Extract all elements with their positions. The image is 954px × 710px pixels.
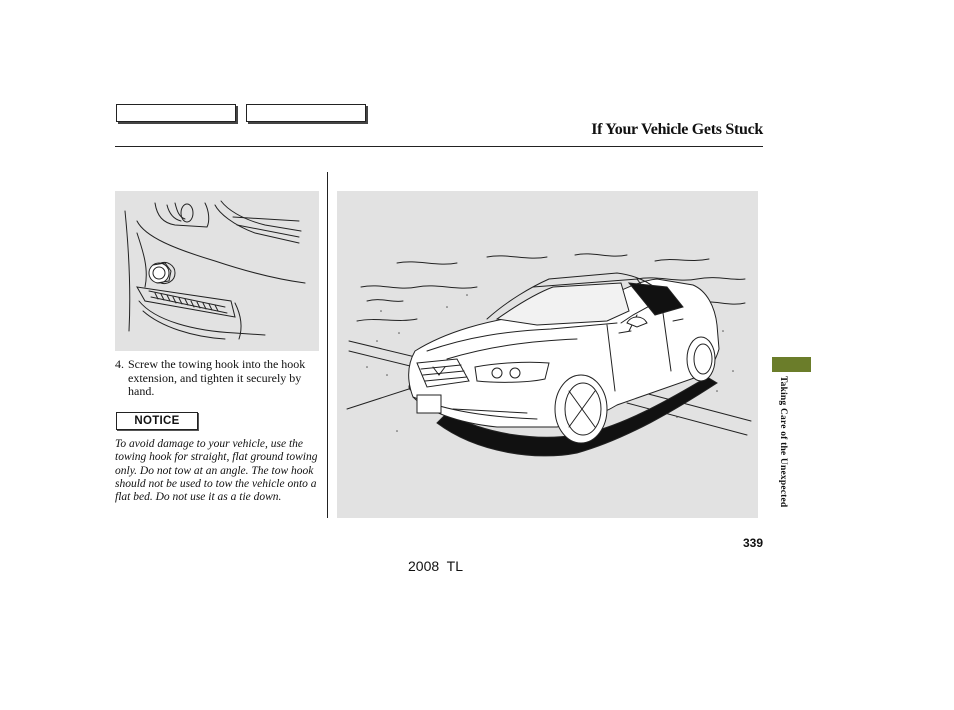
notice-text: To avoid damage to your vehicle, use the towing hook for straight, flat ground towing only. Do not tow at an angle. The tow hook should not be used to tow the vehicle onto a flat bed. Do not use it as a tie down. <box>115 438 318 504</box>
step-text: Screw the towing hook into the hook extension, and tighten it securely by hand. <box>128 357 306 398</box>
section-tab <box>772 357 811 372</box>
tow-hook-detail-illustration <box>115 191 319 351</box>
footer-model: 2008 TL <box>408 558 464 574</box>
tow-hook-detail-drawing <box>115 191 319 351</box>
title-rule <box>115 146 763 147</box>
notice-label: NOTICE <box>134 415 180 427</box>
car-towing-illustration <box>337 191 758 518</box>
column-divider <box>327 172 328 518</box>
nav-button-next[interactable] <box>246 104 366 122</box>
page-title: If Your Vehicle Gets Stuck <box>591 121 763 138</box>
nav-button-previous[interactable] <box>116 104 236 122</box>
page-number: 339 <box>742 536 763 550</box>
section-label: Taking Care of the Unexpected <box>778 376 788 508</box>
instruction-step <box>115 358 320 399</box>
car-towing-drawing <box>337 191 758 518</box>
notice-badge <box>116 412 198 430</box>
step-number: 4. <box>115 357 124 371</box>
